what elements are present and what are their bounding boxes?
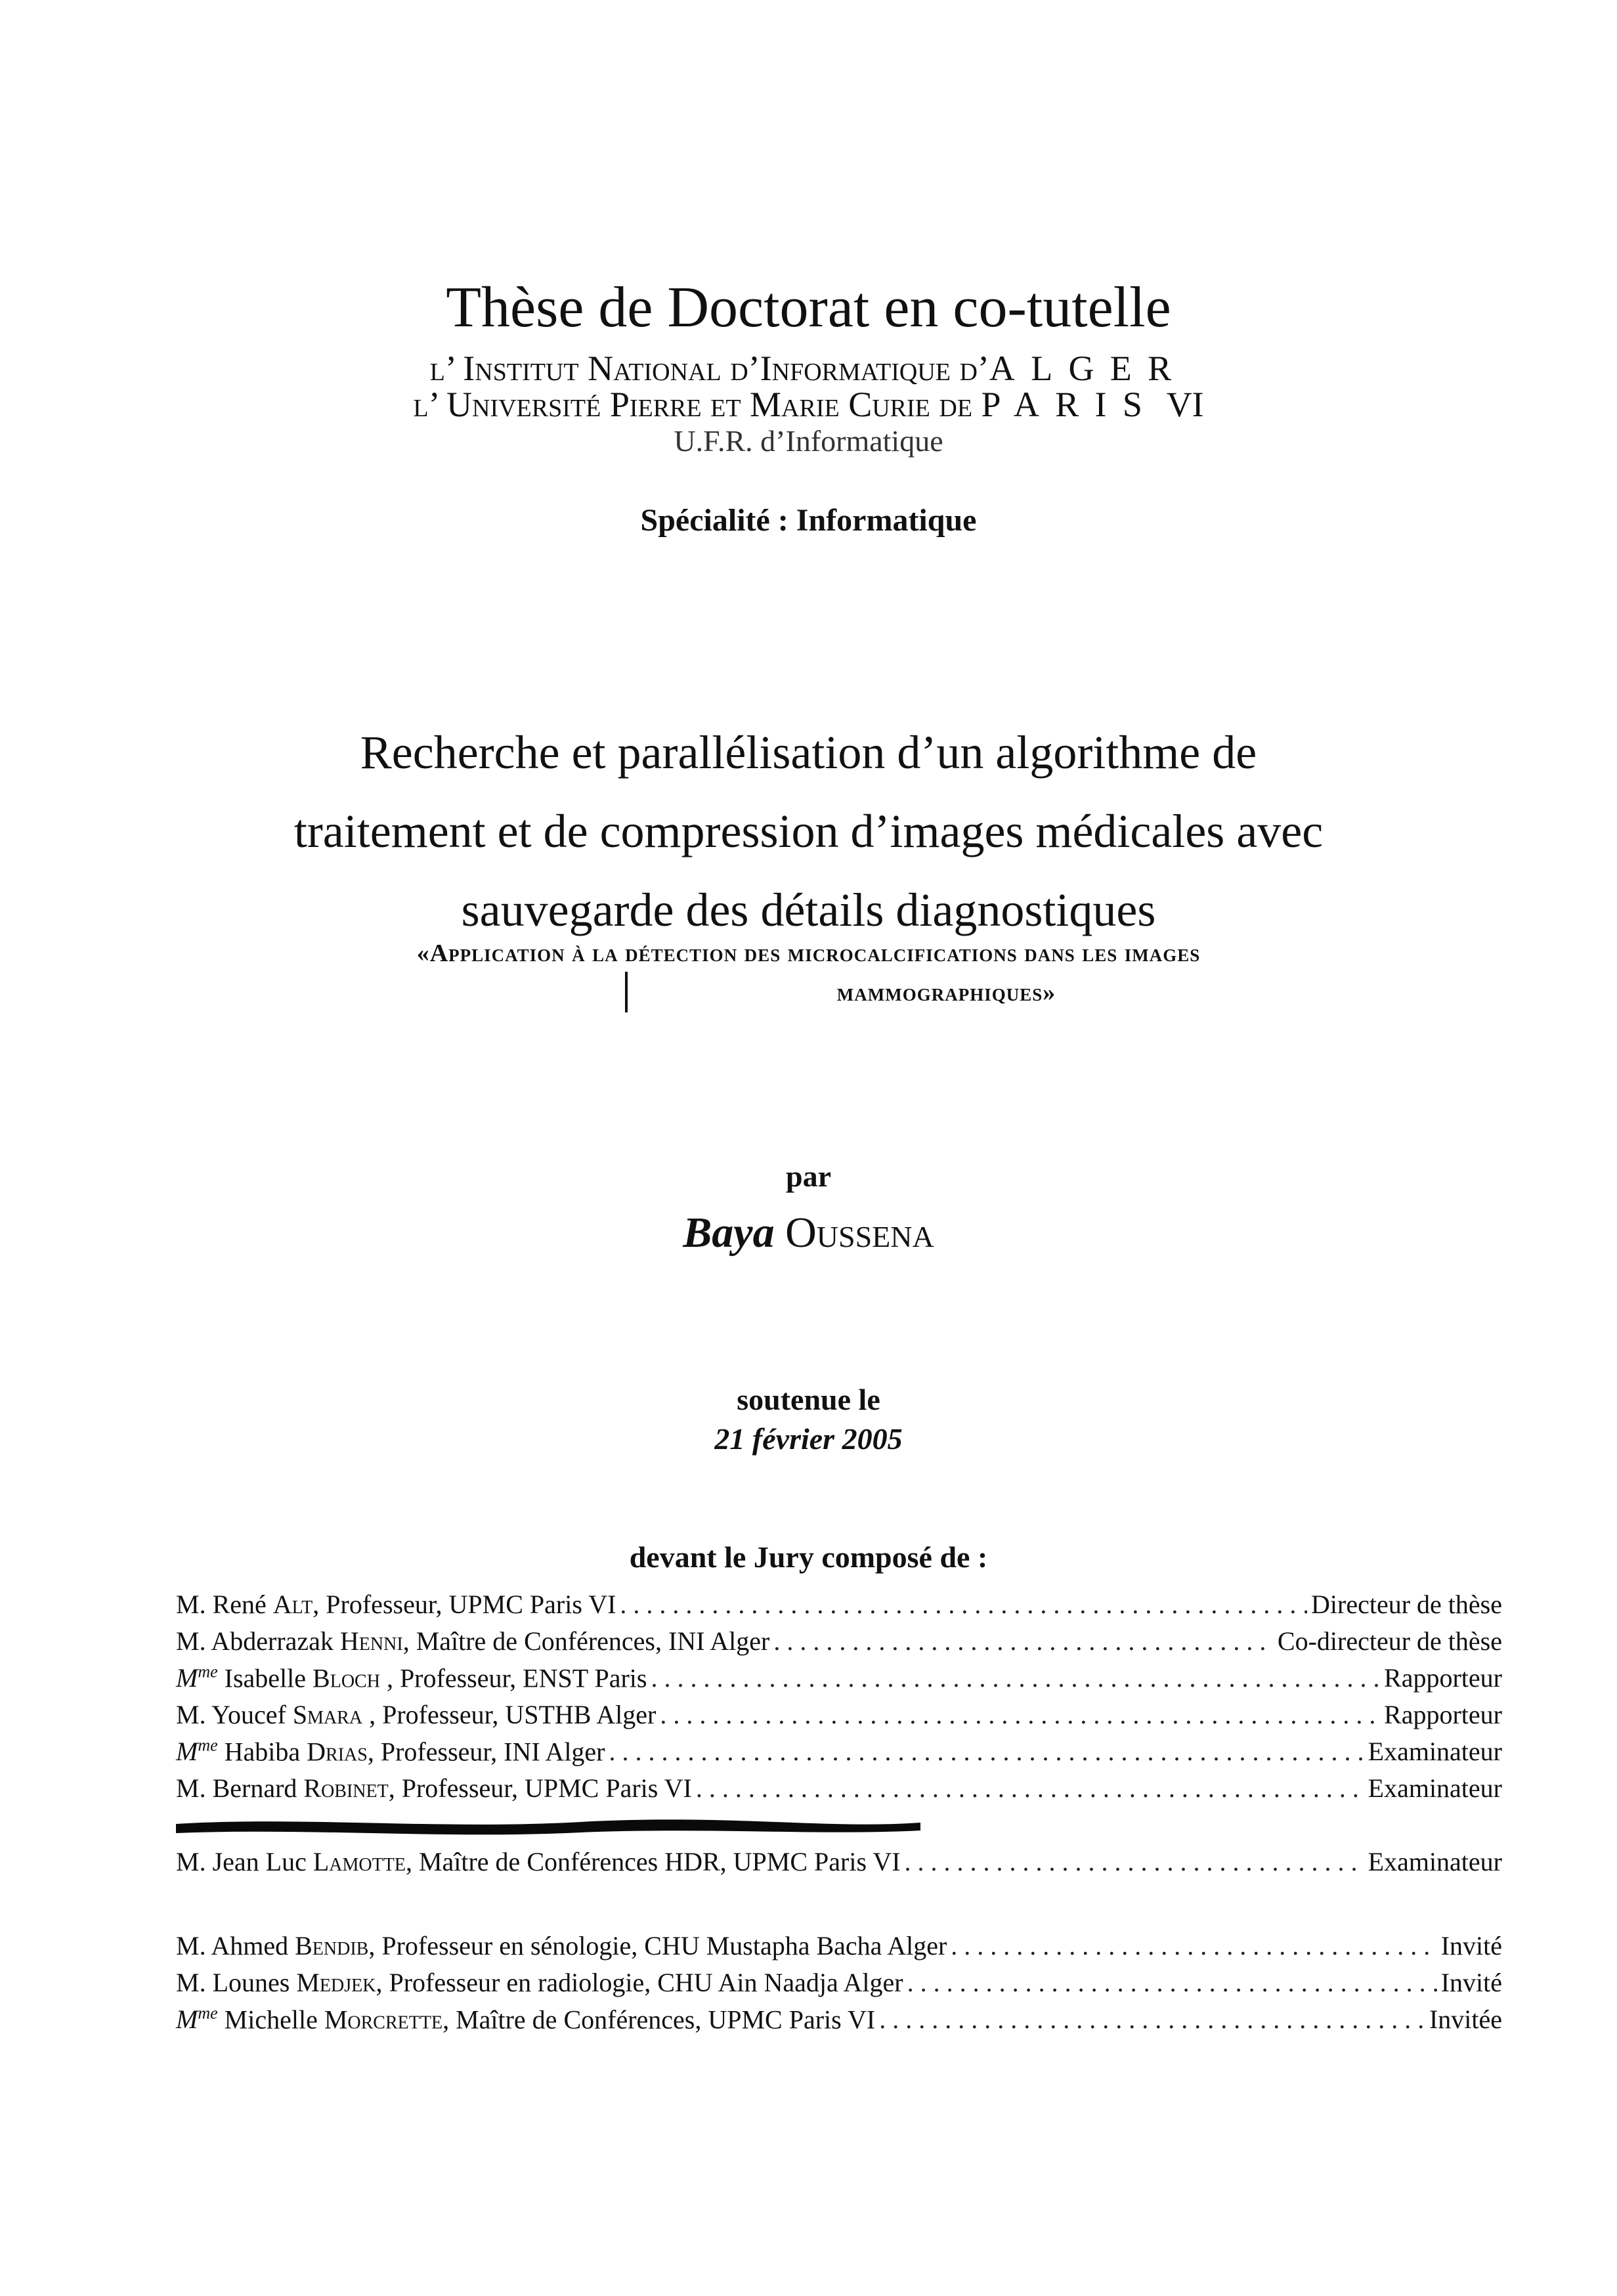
- jury-guest-role: Invité: [1440, 1968, 1502, 1997]
- jury-member-name: M. Abderrazak Henni, Maître de Conférences, INI Alger: [176, 1626, 770, 1656]
- jury-guest-name: M. Ahmed Bendib, Professeur en sénologie, CHU Mustapha Bacha Alger: [176, 1931, 947, 1960]
- jury-heading: devant le Jury composé de :: [629, 1540, 988, 1574]
- jury-member-row: [176, 1736, 1502, 1767]
- jury-member-role: Rapporteur: [1384, 1700, 1502, 1729]
- redaction-mark: [176, 1819, 920, 1834]
- jury-member-row: [176, 1699, 1502, 1730]
- jury-member-last-name: Drias: [307, 1737, 368, 1767]
- jury-guest-row: [176, 1967, 1502, 1998]
- redaction-strike: [172, 1813, 927, 1838]
- jury-member-row: [176, 1662, 1502, 1693]
- jury-member-last-name: Smara: [292, 1700, 363, 1729]
- thesis-title-line-3: sauvegarde des détails diagnostiques: [461, 884, 1156, 936]
- dot-leader: [879, 2004, 1425, 2035]
- jury-member-title: $M^{me}$: [176, 1736, 218, 1767]
- jury-guest-role: Invité: [1440, 1931, 1502, 1960]
- jury-member-role: Directeur de thèse: [1311, 1590, 1502, 1619]
- jury-member-name: M. René Alt, Professeur, UPMC Paris VI: [176, 1590, 616, 1619]
- jury-guest-last-name: Bendib: [295, 1931, 369, 1960]
- jury-guest-title: M.: [176, 1968, 206, 1997]
- author-last-name: Oussena: [785, 1209, 934, 1257]
- ufr-label: U.F.R. d’Informatique: [674, 424, 943, 458]
- jury-guest-row: [176, 2004, 1502, 2035]
- dot-leader: [660, 1699, 1380, 1730]
- jury-guest-last-name: Morcrette: [324, 2004, 443, 2035]
- institution-algiers-city: ALGER: [989, 349, 1188, 388]
- jury-member-title: M.: [176, 1773, 206, 1803]
- jury-member-row: [176, 1589, 1502, 1620]
- jury-member-row: [176, 1773, 1502, 1804]
- institution-algiers: [0, 348, 1617, 389]
- jury-member-last-name: Bloch: [313, 1663, 380, 1693]
- jury-member-title: M.: [176, 1847, 206, 1876]
- dot-leader: [651, 1662, 1380, 1693]
- jury-member-last-name: Robinet: [303, 1773, 389, 1803]
- thesis-application-line-1: «Application à la détection des microcalcifications dans les images: [416, 940, 1201, 967]
- dot-leader: [905, 1846, 1364, 1877]
- thesis-application-line-2: mammographiques»: [836, 979, 1056, 1007]
- jury-guest-name: M. Lounes Medjek, Professeur en radiologie, CHU Ain Naadja Alger: [176, 1968, 903, 1997]
- dot-leader: [951, 1930, 1436, 1961]
- jury-member-role: Co-directeur de thèse: [1277, 1626, 1502, 1656]
- jury-member-last-name: Henni: [339, 1626, 403, 1656]
- jury-member-name: M. Youcef Smara , Professeur, USTHB Alger: [176, 1700, 657, 1729]
- jury-member-name: $M^{me}$ Habiba Drias, Professeur, INI Alger: [176, 1736, 605, 1767]
- jury-guest-role: Invitée: [1429, 2004, 1502, 2035]
- institution-paris-suffix: VI: [1166, 385, 1204, 424]
- institution-paris: [0, 384, 1617, 425]
- jury-member-last-name: Lamotte: [313, 1847, 406, 1876]
- jury-member-row: [176, 1626, 1502, 1657]
- institution-paris-name: l’ Université Pierre et Marie Curie de: [413, 385, 973, 424]
- institution-algiers-name: l’ Institut National d’Informatique d’: [429, 349, 989, 388]
- jury-guest-name: $M^{me}$ Michelle Morcrette, Maître de Conférences, UPMC Paris VI: [176, 2004, 876, 2035]
- dot-leader: [773, 1626, 1274, 1657]
- defense-label: soutenue le: [737, 1383, 880, 1416]
- jury-guest-title: M.: [176, 1931, 206, 1960]
- author-first-name: Baya: [683, 1209, 775, 1257]
- jury-member-role: Examinateur: [1368, 1737, 1502, 1767]
- dot-leader: [620, 1589, 1307, 1620]
- jury-member-row: [176, 1846, 1502, 1877]
- institution-paris-city: PARIS: [981, 385, 1159, 424]
- thesis-title-line-1: Recherche et parallélisation d’un algorithme de: [360, 726, 1257, 779]
- jury-member-title: M.: [176, 1590, 206, 1619]
- jury-guest-last-name: Medjek: [296, 1968, 376, 1997]
- thesis-title-line-2: traitement et de compression d’images médicales avec: [293, 805, 1324, 857]
- document-title: Thèse de Doctorat en co-tutelle: [446, 276, 1171, 339]
- jury-member-role: Rapporteur: [1384, 1663, 1502, 1693]
- jury-member-title: M.: [176, 1626, 206, 1656]
- jury-member-title: M.: [176, 1700, 206, 1729]
- jury-guest-row: [176, 1930, 1502, 1961]
- jury-member-name: $M^{me}$ Isabelle Bloch , Professeur, ENST Paris: [176, 1662, 647, 1693]
- defense-date: 21 février 2005: [714, 1422, 903, 1456]
- dot-leader: [609, 1736, 1364, 1767]
- jury-member-last-name: Alt: [272, 1590, 313, 1619]
- jury-member-role: Examinateur: [1368, 1773, 1502, 1803]
- jury-member-role: Examinateur: [1368, 1847, 1502, 1876]
- dot-leader: [907, 1967, 1437, 1998]
- jury-member-title: $M^{me}$: [176, 1662, 218, 1693]
- author-by-label: par: [786, 1159, 831, 1193]
- jury-member-name: M. Bernard Robinet, Professeur, UPMC Paris VI: [176, 1773, 692, 1803]
- author-name: [0, 1208, 1617, 1258]
- jury-guest-title: $M^{me}$: [176, 2004, 218, 2035]
- speciality-label: Spécialité : Informatique: [640, 503, 977, 538]
- jury-member-name: M. Jean Luc Lamotte, Maître de Conférences HDR, UPMC Paris VI: [176, 1847, 901, 1876]
- dot-leader: [696, 1773, 1364, 1804]
